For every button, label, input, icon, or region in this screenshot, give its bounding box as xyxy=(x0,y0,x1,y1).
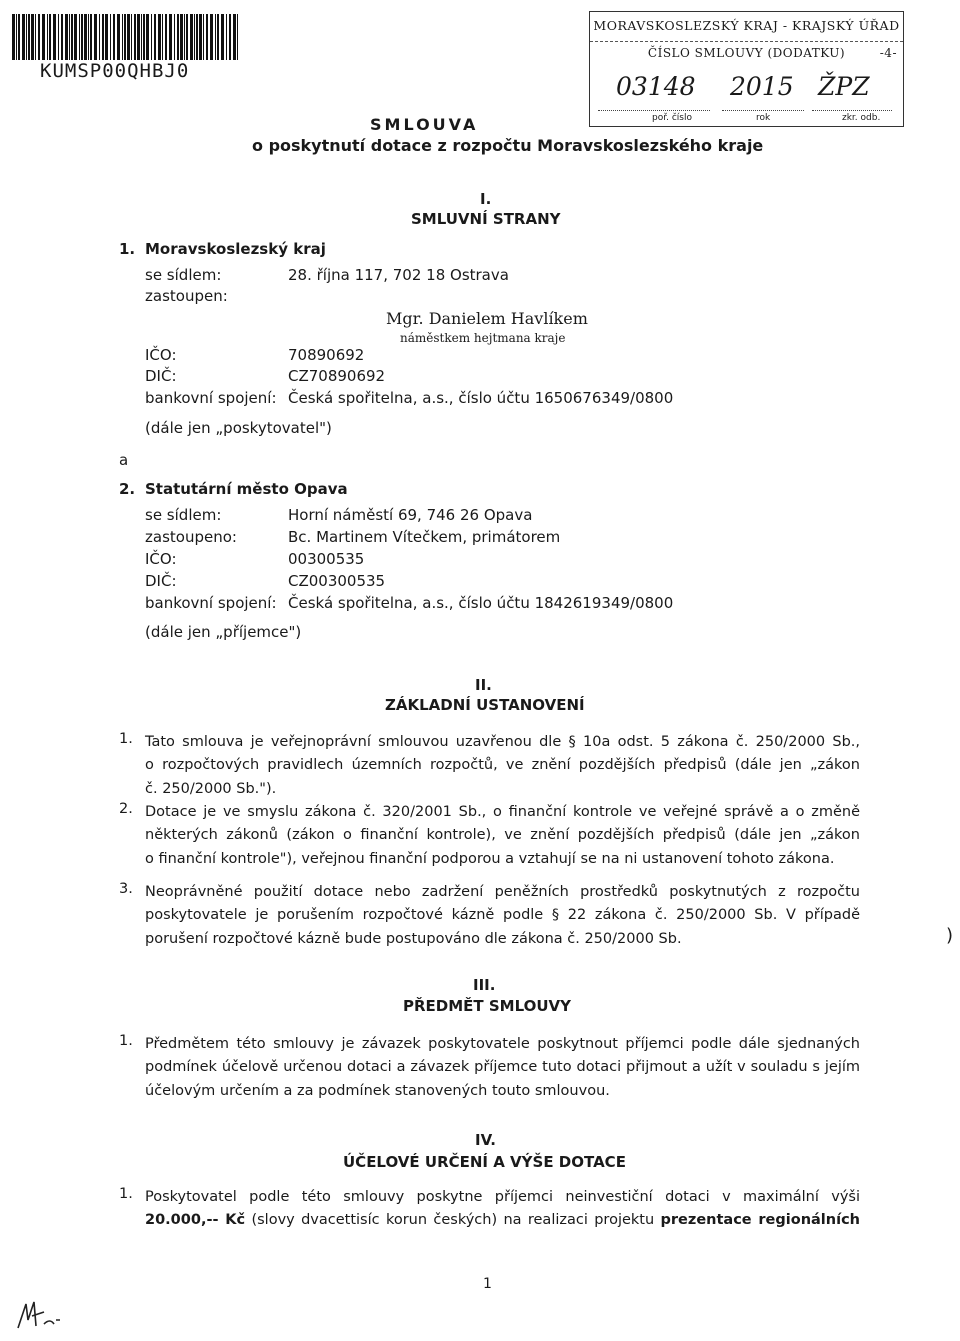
barcode-bar xyxy=(53,14,56,60)
party-1-bank: Česká spořitelna, a.s., číslo účtu 1650676349/0800 xyxy=(288,389,674,407)
stamp-dots-dept xyxy=(812,110,892,111)
page-number: 1 xyxy=(483,1276,492,1292)
party-1-rep-role: náměstkem hejtmana kraje xyxy=(400,331,566,345)
barcode-bar xyxy=(18,14,20,60)
barcode-bar xyxy=(174,14,175,60)
line: účelovým určením a za podmínek stanovených touto smlouvou. xyxy=(145,1082,610,1099)
party-2-rep: Bc. Martinem Vítečkem, primátorem xyxy=(288,528,561,546)
section-1-number: I. xyxy=(480,190,492,208)
section-3-heading: PŘEDMĚT SMLOUVY xyxy=(403,997,572,1015)
barcode-bar xyxy=(22,14,25,60)
stamp-dots-number xyxy=(598,110,710,111)
barcode-bar xyxy=(74,14,77,60)
barcode-bar xyxy=(26,14,27,60)
line: o finanční kontrole"), veřejnou finanční podporou a vztahují se na ni ustanovení tohoto zákona. xyxy=(145,850,835,867)
line: poskytovatele je porušením rozpočtové kázně podle § 22 zákona č. 250/2000 Sb. V případě xyxy=(145,907,860,924)
barcode-bar xyxy=(105,14,108,60)
barcode-bar xyxy=(113,14,115,60)
stamp-page-mark: -4- xyxy=(879,46,897,60)
barcode-bar xyxy=(31,14,34,60)
barcode-bar xyxy=(47,14,48,60)
barcode-bar xyxy=(127,14,130,60)
barcode-bar xyxy=(61,14,63,60)
stamp-number: 03148 xyxy=(616,72,696,101)
barcode-bar xyxy=(199,14,202,60)
party-2-ico: 00300535 xyxy=(288,550,365,568)
barcode-bar xyxy=(71,14,73,60)
barcode-bar xyxy=(237,14,238,60)
barcode-bar xyxy=(206,14,208,60)
barcode-bar xyxy=(177,14,179,60)
section-2-item-2 xyxy=(145,801,860,871)
section-2-item-1-number: 1. xyxy=(119,731,133,747)
barcode-bar xyxy=(90,14,92,60)
barcode-bar xyxy=(229,14,231,60)
barcode-bar xyxy=(12,14,15,60)
handwritten-initials xyxy=(14,1298,62,1334)
section-4-heading: ÚČELOVÉ URČENÍ A VÝŠE DOTACE xyxy=(343,1153,626,1171)
barcode-bar xyxy=(79,14,80,60)
barcode-bar xyxy=(69,14,70,60)
section-2-item-3 xyxy=(145,881,860,951)
barcode-bar xyxy=(169,14,172,60)
document-subtitle: o poskytnutí dotace z rozpočtu Moravskoslezského kraje xyxy=(252,136,764,155)
barcode-bar xyxy=(141,14,142,60)
section-2-item-1 xyxy=(145,731,860,801)
line: Dotace je ve smyslu zákona č. 320/2001 Sb., o finanční kontrole ve veřejné správě a o změně xyxy=(145,804,860,820)
party-1-rep-label: zastoupen: xyxy=(145,287,228,305)
section-4-item-1-number: 1. xyxy=(119,1186,133,1202)
barcode-bar xyxy=(94,14,97,60)
party-1-name: Moravskoslezský kraj xyxy=(145,240,326,258)
barcode-bar xyxy=(143,14,145,60)
party-2-bank-label: bankovní spojení: xyxy=(145,594,277,612)
party-1-seat-label: se sídlem: xyxy=(145,266,222,284)
document-title: SMLOUVA xyxy=(370,115,479,134)
barcode-bar xyxy=(162,14,163,60)
party-2-alias: (dále jen „příjemce") xyxy=(145,623,302,641)
stamp-contract-label xyxy=(590,46,903,60)
line: č. 250/2000 Sb."). xyxy=(145,780,277,797)
stamp-caption-year: rok xyxy=(756,113,771,123)
section-2-heading: ZÁKLADNÍ USTANOVENÍ xyxy=(385,696,585,714)
stamp-office: MORAVSKOSLEZSKÝ KRAJ - KRAJSKÝ ÚŘAD xyxy=(593,18,900,33)
barcode-bar xyxy=(65,14,68,60)
party-1-ico: 70890692 xyxy=(288,346,365,364)
barcode-bar xyxy=(158,14,161,60)
barcode-bar xyxy=(137,14,140,60)
barcode-bar xyxy=(194,14,195,60)
barcode-bar xyxy=(221,14,224,60)
barcode-bar xyxy=(165,14,167,60)
stamp-caption-dept: zkr. odb. xyxy=(842,113,881,123)
barcode-bar xyxy=(196,14,198,60)
barcode-bar xyxy=(154,14,156,60)
stamp-divider xyxy=(590,41,903,42)
barcode-bar xyxy=(28,14,30,60)
party-1-seat: 28. října 117, 702 18 Ostrava xyxy=(288,266,509,284)
barcode-bar xyxy=(190,14,193,60)
barcode-bar xyxy=(124,14,126,60)
barcode-bar xyxy=(16,14,17,60)
line: Předmětem této smlouvy je závazek poskytovatele poskytnout příjemci podle dále sjednaných xyxy=(145,1036,860,1052)
registry-stamp xyxy=(589,11,904,127)
barcode-bar xyxy=(131,14,132,60)
party-1-dic: CZ70890692 xyxy=(288,367,386,385)
section-3-number: III. xyxy=(473,976,496,994)
barcode-bar xyxy=(180,14,183,60)
barcode xyxy=(12,14,240,60)
line: podmínek účelově určenou dotaci a závazek příjemce tuto dotaci přijmout a užít v souladu s jejím xyxy=(145,1059,860,1076)
barcode-bar xyxy=(88,14,89,60)
line: o rozpočtových pravidlech územních rozpočtů, ve znění pozdějších předpisů (dále jen „zákon xyxy=(145,757,860,774)
margin-mark: ) xyxy=(946,925,954,946)
barcode-bar xyxy=(146,14,149,60)
barcode-bar xyxy=(84,14,87,60)
barcode-bar xyxy=(49,14,51,60)
section-1-heading: SMLUVNÍ STRANY xyxy=(411,210,561,228)
barcode-bar xyxy=(38,14,40,60)
line: Poskytovatel podle této smlouvy poskytne příjemci neinvestiční dotaci v maximální výši xyxy=(145,1189,860,1205)
party-1-dic-label: DIČ: xyxy=(145,367,177,385)
section-4-number: IV. xyxy=(475,1131,496,1149)
project-name: prezentace regionálních xyxy=(660,1212,860,1229)
barcode-bar xyxy=(217,14,219,60)
stamp-year: 2015 xyxy=(730,72,794,101)
section-2-number: II. xyxy=(475,676,492,694)
party-2-dic: CZ00300535 xyxy=(288,572,386,590)
section-3-item-1 xyxy=(145,1033,860,1103)
party-1-alias: (dále jen „poskytovatel") xyxy=(145,419,332,437)
section-4-item-1 xyxy=(145,1186,860,1233)
party-1-number: 1. xyxy=(119,240,136,258)
party-2-dic-label: DIČ: xyxy=(145,572,177,590)
barcode-bar xyxy=(81,14,83,60)
party-1-rep-name: Mgr. Danielem Havlíkem xyxy=(386,309,588,328)
stamp-dept: ŽPZ xyxy=(818,72,870,101)
party-2-number: 2. xyxy=(119,480,136,498)
stamp-contract-text: ČÍSLO SMLOUVY (DODATKU) xyxy=(647,46,846,60)
party-2-rep-label: zastoupeno: xyxy=(145,528,237,546)
line: některých zákonů (zákon o finanční kontrole), ve znění pozdějších předpisů (dále jen „zákon xyxy=(145,827,860,844)
barcode-bar xyxy=(186,14,188,60)
line: Tato smlouva je veřejnoprávní smlouvou uzavřenou dle § 10a odst. 5 zákona č. 250/2000 Sb., xyxy=(145,734,860,750)
party-2-ico-label: IČO: xyxy=(145,550,177,568)
stamp-caption-number: poř. číslo xyxy=(652,113,692,123)
barcode-bar xyxy=(151,14,152,60)
section-2-item-2-number: 2. xyxy=(119,801,133,817)
barcode-bar xyxy=(58,14,59,60)
barcode-bar xyxy=(117,14,120,60)
barcode-bar xyxy=(210,14,213,60)
stamp-dots-year xyxy=(722,110,804,111)
barcode-bar xyxy=(99,14,100,60)
line: porušení rozpočtové kázně bude postupováno dle zákona č. 250/2000 Sb. xyxy=(145,930,682,947)
barcode-bar xyxy=(226,14,227,60)
grant-text: (slovy dvacettisíc korun českých) na realizaci projektu xyxy=(245,1212,661,1229)
section-3-item-1-number: 1. xyxy=(119,1033,133,1049)
party-2-seat: Horní náměstí 69, 746 26 Opava xyxy=(288,506,533,524)
barcode-bar xyxy=(110,14,111,60)
party-2-seat-label: se sídlem: xyxy=(145,506,222,524)
party-1-bank-label: bankovní spojení: xyxy=(145,389,277,407)
barcode-bar xyxy=(122,14,123,60)
line xyxy=(145,1209,860,1232)
barcode-bar xyxy=(203,14,204,60)
barcode-bar xyxy=(42,14,45,60)
barcode-bar xyxy=(102,14,104,60)
barcode-bar xyxy=(184,14,185,60)
party-1-ico-label: IČO: xyxy=(145,346,177,364)
conjunction: a xyxy=(119,451,129,469)
party-2-bank: Česká spořitelna, a.s., číslo účtu 1842619349/0800 xyxy=(288,594,674,612)
barcode-bar xyxy=(35,14,36,60)
grant-amount: 20.000,-- Kč xyxy=(145,1212,246,1229)
barcode-bar xyxy=(215,14,216,60)
party-2-name: Statutární město Opava xyxy=(145,480,348,498)
barcode-bar xyxy=(233,14,236,60)
barcode-bar xyxy=(134,14,136,60)
line: Neoprávněné použití dotace nebo zadržení peněžních prostředků poskytnutých z rozpočtu xyxy=(145,884,860,900)
section-2-item-3-number: 3. xyxy=(119,881,133,897)
barcode-id: KUMSP00QHBJ0 xyxy=(40,60,190,82)
